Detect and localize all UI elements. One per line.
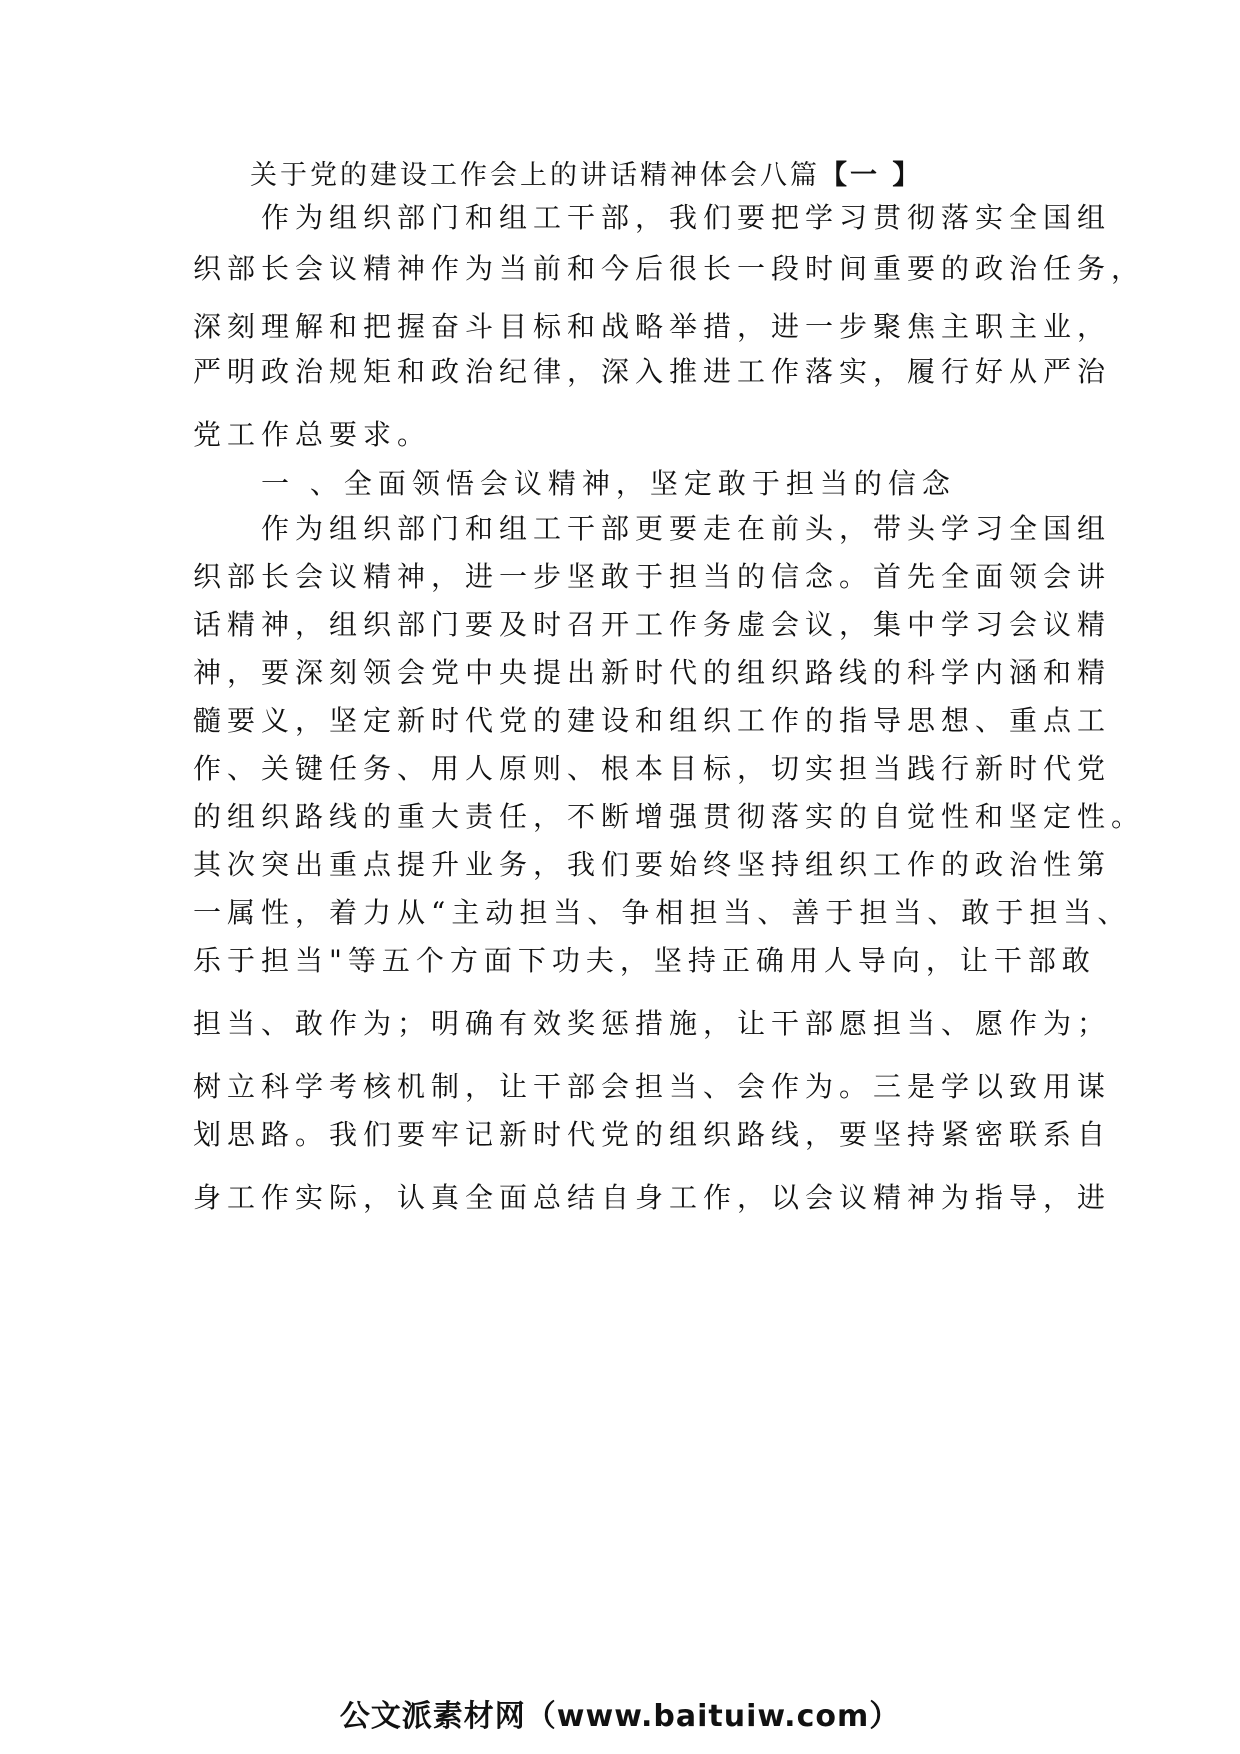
body-line: 作、关键任务、用人原则、根本目标，切实担当践行新时代党: [193, 752, 1112, 785]
body-line: 其次突出重点提升业务，我们要始终坚持组织工作的政治性第: [193, 848, 1112, 881]
title-suffix: 【一 】: [820, 160, 923, 191]
body-line: 身工作实际，认真全面总结自身工作，以会议精神为指导，进: [193, 1181, 1112, 1214]
body-line: 织部长会议精神作为当前和今后很长一段时间重要的政治任务，: [193, 252, 1146, 285]
footer-watermark: 公文派素材网（www.baituiw.com）: [339, 1699, 901, 1734]
body-line: 作为组织部门和组工干部更要走在前头，带头学习全国组: [193, 512, 1112, 545]
body-line: 划思路。我们要牢记新时代党的组织路线，要坚持紧密联系自: [193, 1118, 1112, 1151]
body-line: 一属性，着力从“主动担当、争相担当、善于担当、敢于担当、: [193, 896, 1132, 929]
title-text: 关于党的建设工作会上的讲话精神体会八篇: [250, 160, 820, 191]
body-line: 织部长会议精神，进一步坚敢于担当的信念。首先全面领会讲: [193, 560, 1112, 593]
body-line: 的组织路线的重大责任，不断增强贯彻落实的自觉性和坚定性。: [193, 800, 1146, 833]
body-line: 深刻理解和把握奋斗目标和战略举措，进一步聚焦主职主业，: [193, 310, 1112, 343]
body-line: 神，要深刻领会党中央提出新时代的组织路线的科学内涵和精: [193, 656, 1112, 689]
body-line: 话精神，组织部门要及时召开工作务虚会议，集中学习会议精: [193, 608, 1112, 641]
body-line: 髓要义，坚定新时代党的建设和组织工作的指导思想、重点工: [193, 704, 1112, 737]
document-title: [250, 158, 922, 194]
body-line: 严明政治规矩和政治纪律，深入推进工作落实，履行好从严治: [193, 355, 1112, 388]
body-line: 担当、敢作为；明确有效奖惩措施，让干部愿担当、愿作为；: [193, 1007, 1112, 1040]
body-line: 党工作总要求。: [193, 418, 432, 451]
body-line: 作为组织部门和组工干部，我们要把学习贯彻落实全国组: [193, 201, 1112, 234]
section-heading: 一 、全面领悟会议精神，坚定敢于担当的信念: [193, 467, 956, 500]
body-line: 乐于担当"等五个方面下功夫，坚持正确用人导向，让干部敢: [193, 944, 1096, 977]
body-line: 树立科学考核机制，让干部会担当、会作为。三是学以致用谋: [193, 1070, 1112, 1103]
